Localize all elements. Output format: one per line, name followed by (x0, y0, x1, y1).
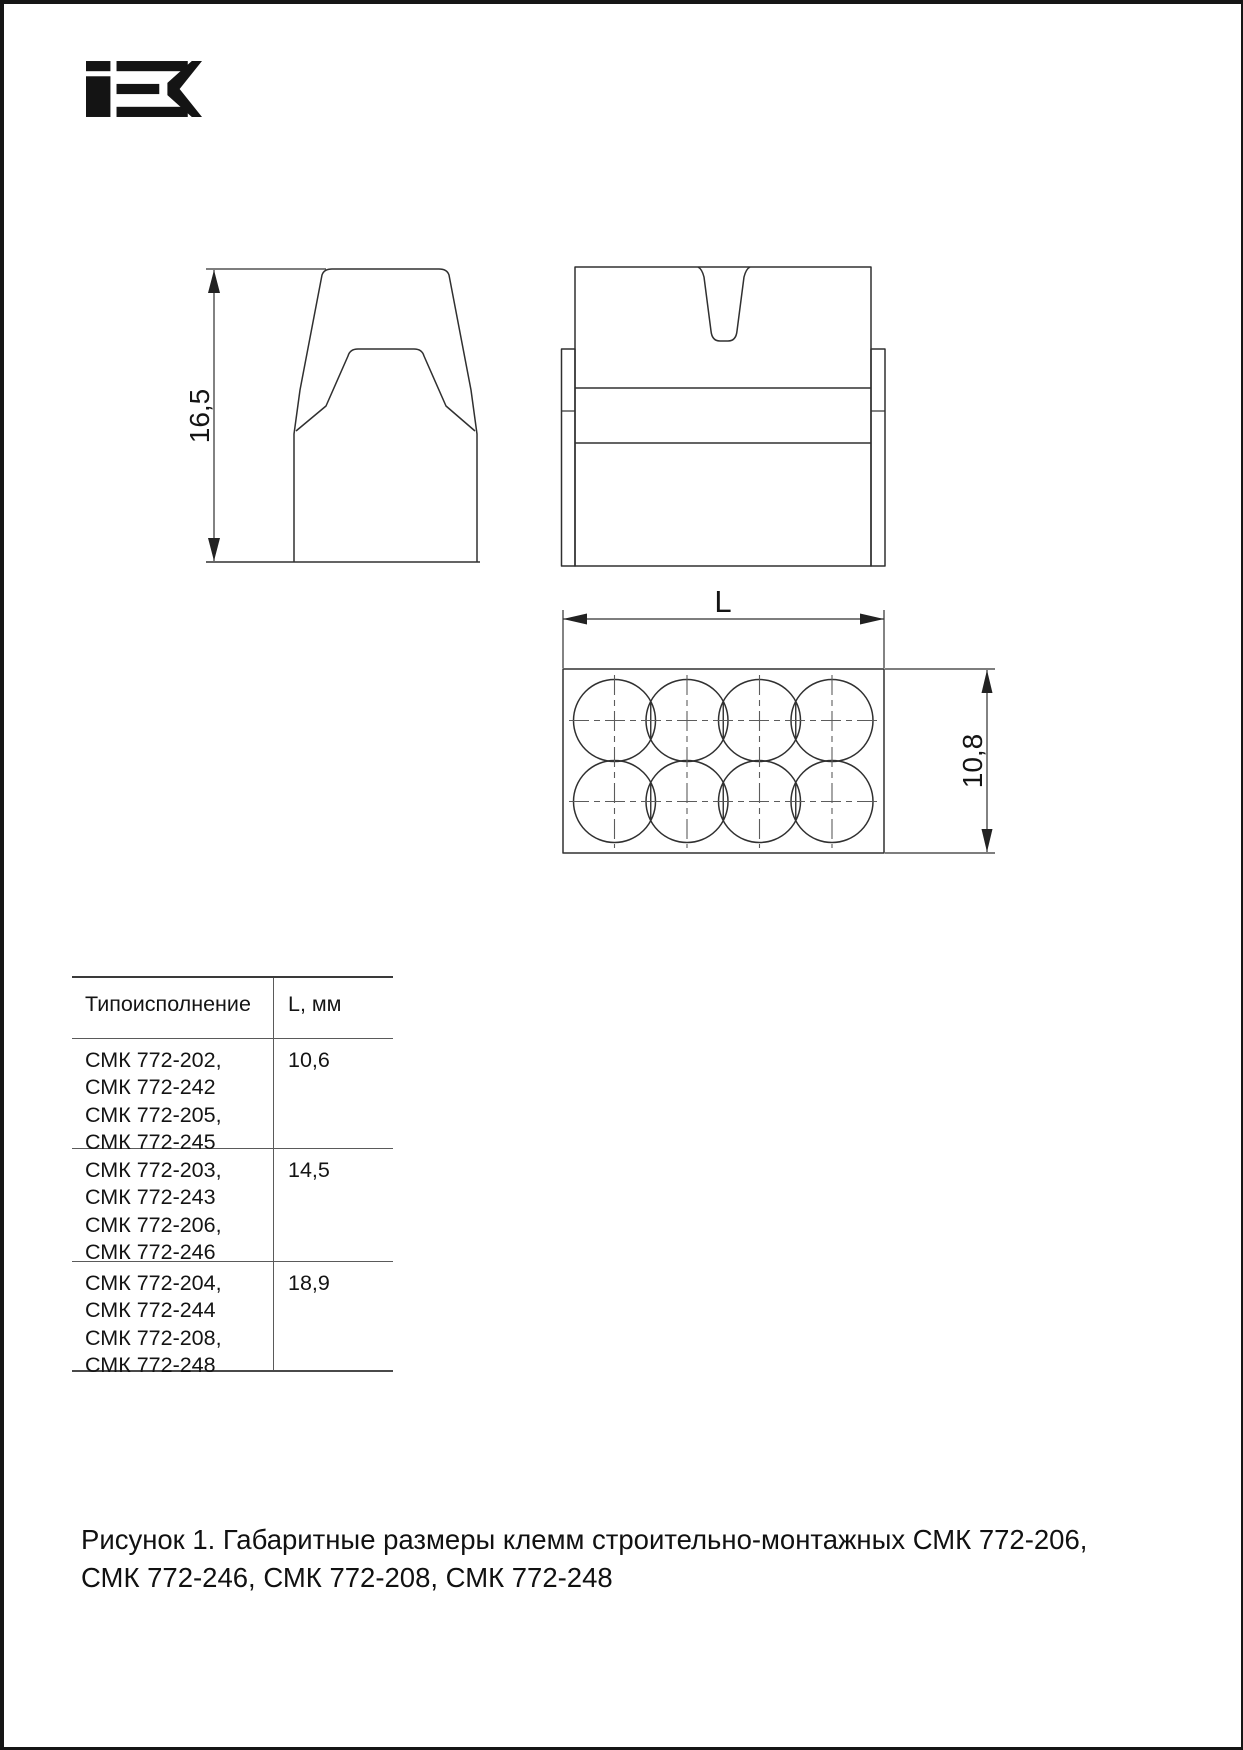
side-view-height-dim: 16,5 (184, 388, 215, 444)
table-header-l-mm: L, мм (273, 978, 393, 1038)
arrow-down-icon (982, 829, 993, 852)
table-row (72, 1149, 393, 1265)
arrow-up-icon (208, 270, 220, 293)
arrow-right-icon (860, 614, 884, 625)
side-view-drawing (206, 269, 480, 562)
table-cell-l-value: 14,5 (273, 1149, 393, 1261)
top-view-dim-arrows (563, 614, 993, 853)
top-view-drawing (563, 610, 995, 853)
type-dimension-table (72, 976, 393, 1378)
arrow-up-icon (982, 670, 993, 693)
figure-caption (81, 1521, 1111, 1597)
table-cell-l-value: 18,9 (273, 1262, 393, 1370)
table-row (72, 1262, 393, 1378)
top-view-hole-chords (651, 701, 796, 820)
top-view-height-dim: 10,8 (957, 733, 988, 789)
top-view-length-dim: L (714, 584, 732, 619)
front-view-drawing (562, 267, 886, 566)
front-view-body (575, 267, 871, 566)
arrow-down-icon (208, 538, 220, 561)
table-row (72, 1039, 393, 1155)
side-view-outer-profile (294, 269, 477, 562)
table-cell-types: СМК 772-204, СМК 772-244 СМК 772-208, СМК 772-248 (85, 1271, 222, 1378)
figure-caption-line2: СМК 772-246, СМК 772-208, СМК 772-248 (81, 1562, 613, 1593)
table-cell-types: СМК 772-202, СМК 772-242 СМК 772-205, СМК 772-245 (85, 1048, 222, 1155)
front-view-left-tab (562, 349, 576, 566)
front-view-right-tab (871, 349, 885, 566)
table-header-type: Типоисполнение (85, 992, 251, 1016)
arrow-left-icon (563, 614, 587, 625)
table-header-row (72, 976, 393, 1039)
dimension-drawings (4, 4, 1243, 1750)
figure-caption-line1: Рисунок 1. Габаритные размеры клемм строительно-монтажных СМК 772-206, (81, 1524, 1088, 1555)
table-cell-l-value: 10,6 (273, 1039, 393, 1148)
side-view-inner-profile (296, 349, 475, 431)
front-view-notch (698, 267, 750, 341)
table-cell-types: СМК 772-203, СМК 772-243 СМК 772-206, СМК 772-246 (85, 1158, 222, 1265)
